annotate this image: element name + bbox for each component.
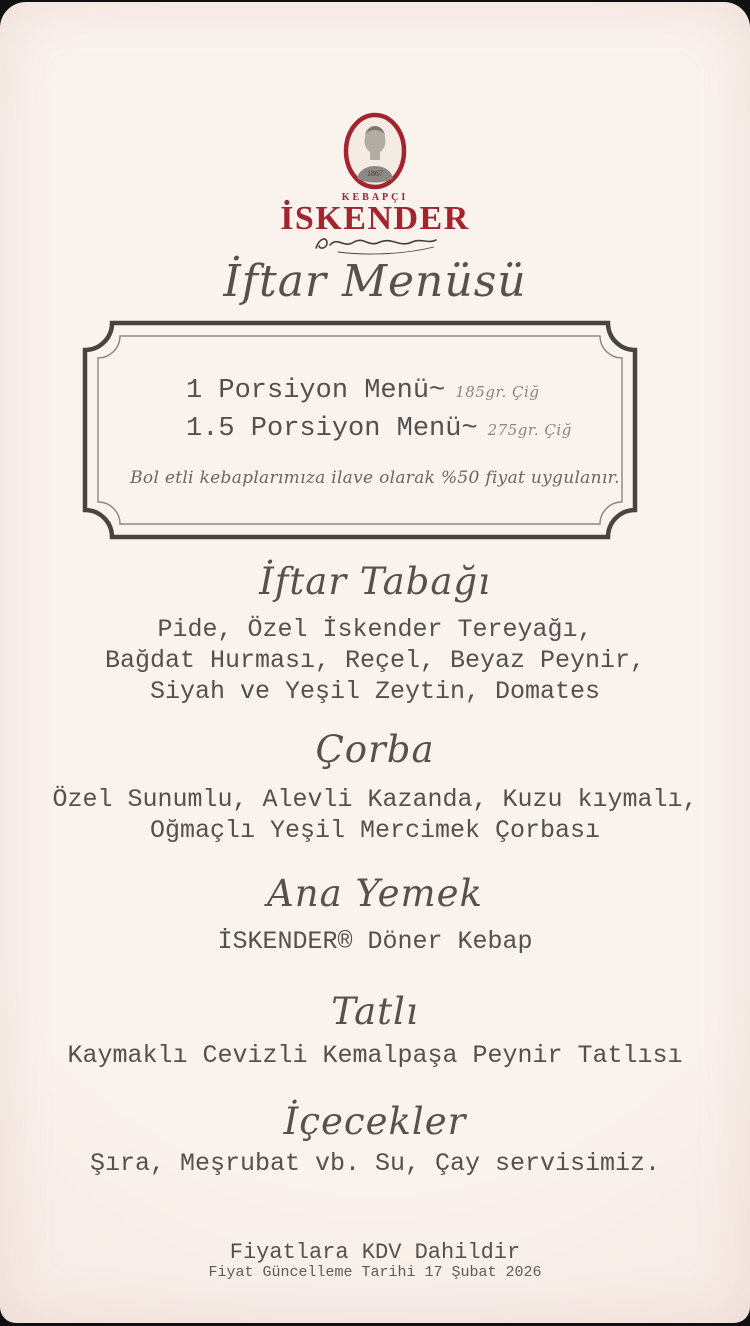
portion-1-5-weight: 275gr. Çiğ (487, 421, 572, 439)
brand-subtitle: KEBAPÇI (341, 192, 409, 203)
section-heading-icecekler: İçecekler (283, 1100, 467, 1143)
menu-line: Pide, Özel İskender Tereyağı, (157, 615, 593, 644)
portion-1-weight: 185gr. Çiğ (455, 383, 540, 401)
brand-name: İSKENDER (280, 200, 470, 237)
price-footnote: Bol etli kebaplarımıza ilave olarak %50 fiyat uygulanır. (130, 468, 620, 488)
signature-icon (310, 234, 440, 256)
vat-included-note: Fiyatlara KDV Dahildir (229, 1240, 521, 1265)
menu-line: Siyah ve Yeşil Zeytin, Domates (149, 677, 601, 706)
menu-line: Bağdat Hurması, Reçel, Beyaz Peynir, (104, 646, 646, 675)
section-items-iftar-tabagi (0, 614, 750, 707)
menu-line: Özel Sunumlu, Alevli Kazanda, Kuzu kıymalı, (52, 785, 698, 814)
founder-portrait-icon (343, 112, 407, 190)
portion-1-5-label: 1.5 Porsiyon Menü~ (186, 414, 478, 444)
price-row (186, 376, 572, 414)
brand-year: 1867 (367, 169, 383, 178)
section-items-icecekler (0, 1148, 750, 1179)
section-items-corba (0, 784, 750, 846)
menu-line: Şıra, Meşrubat vb. Su, Çay servisimiz. (89, 1149, 661, 1178)
page-title: İftar Menüsü (223, 256, 527, 307)
section-heading-iftar-tabagi: İftar Tabağı (259, 560, 491, 603)
section-heading-tatli: Tatlı (331, 990, 419, 1033)
portion-1-label: 1 Porsiyon Menü~ (186, 376, 446, 406)
menu-line: Kaymaklı Cevizli Kemalpaşa Peynir Tatlısı (67, 1041, 683, 1070)
price-row (186, 414, 572, 452)
price-update-date: Fiyat Güncelleme Tarihi 17 Şubat 2026 (208, 1264, 542, 1281)
price-list (186, 376, 572, 452)
menu-line: İSKENDER® Döner Kebap (217, 927, 533, 956)
menu-card (0, 2, 750, 1323)
section-heading-ana-yemek: Ana Yemek (267, 872, 483, 915)
section-heading-corba: Çorba (315, 728, 435, 771)
section-items-ana-yemek (0, 926, 750, 957)
section-items-tatli (0, 1040, 750, 1071)
menu-line: Oğmaçlı Yeşil Mercimek Çorbası (149, 816, 601, 845)
